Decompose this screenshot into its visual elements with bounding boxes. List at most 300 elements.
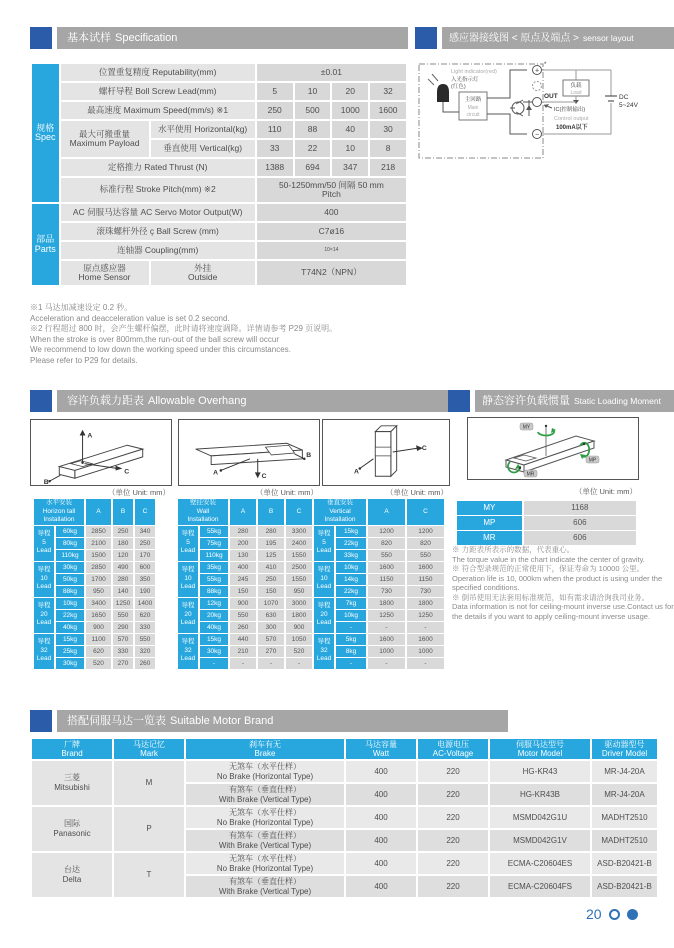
header-row bbox=[178, 499, 312, 525]
my-label: MY bbox=[522, 424, 531, 431]
dc-label: DC bbox=[619, 94, 629, 101]
value-cell: 150 bbox=[230, 586, 256, 597]
lead-line: 导程 bbox=[37, 602, 51, 610]
brake-zh: 无煞车（水平仕样） bbox=[229, 808, 301, 817]
value-cell: 200 bbox=[230, 538, 256, 549]
brand-cell bbox=[32, 761, 112, 805]
brake-zh: 无煞车（水平仕样） bbox=[229, 854, 301, 863]
header-line: AC-Voltage bbox=[432, 749, 474, 758]
value-cell: 1600 bbox=[407, 562, 444, 573]
row-value: 400 bbox=[257, 204, 406, 221]
lead-line: 导程 bbox=[37, 530, 51, 538]
data-row bbox=[178, 598, 312, 609]
row-label-home-sensor: 原点感应器 Home Sensor bbox=[61, 261, 149, 285]
data-row bbox=[178, 646, 312, 657]
section-header-sensor-layout bbox=[415, 27, 674, 49]
section-title bbox=[57, 390, 450, 412]
value-cell: 290 bbox=[113, 622, 133, 633]
value-cell: 270 bbox=[258, 646, 284, 657]
header-line: 壁挂安装 bbox=[190, 499, 216, 506]
motor-brand-table bbox=[30, 737, 659, 899]
brake-cell bbox=[186, 761, 344, 782]
column-header: B bbox=[258, 499, 284, 525]
axis-a-label: A bbox=[353, 468, 359, 476]
row-sublabel: 外挂 Outside bbox=[151, 261, 255, 285]
page-dot-outline-icon bbox=[609, 909, 620, 920]
row-sublabel: 垂直使用 Vertical(kg) bbox=[151, 140, 255, 157]
overhang-diagram-wall bbox=[178, 419, 320, 486]
driver-model-cell: ASD-B20421-B bbox=[592, 876, 657, 897]
weight-cell: 10kg bbox=[336, 610, 366, 621]
brand-zh: 国际 bbox=[64, 819, 80, 828]
value-cell: 820 bbox=[368, 538, 405, 549]
note-line: ※2 行程超过 800 时，会产生螺杆偏摆，此时请将速度调降。详情请参考 P29 页说明。 bbox=[30, 324, 338, 333]
row-value: C7ø16 bbox=[257, 223, 406, 240]
note-line: Operation life is 10, 000km when the product is using under the specified conditions. bbox=[452, 573, 663, 592]
row-value: 8 bbox=[370, 140, 406, 157]
section-marker bbox=[30, 710, 52, 732]
value-cell: 1000 bbox=[368, 646, 405, 657]
section-title bbox=[475, 390, 674, 412]
overhang-table-vertical bbox=[312, 498, 446, 670]
section-title bbox=[57, 27, 408, 49]
watt-cell: 400 bbox=[346, 784, 416, 805]
lead-cell bbox=[34, 562, 54, 597]
main-circuit-en1: Main bbox=[467, 105, 479, 111]
value-cell: 600 bbox=[135, 562, 155, 573]
row-value: 218 bbox=[370, 159, 406, 176]
lead-line: 5 bbox=[186, 538, 190, 546]
data-row bbox=[314, 526, 444, 537]
weight-cell: 15kg bbox=[56, 634, 84, 645]
value-cell: 1200 bbox=[368, 526, 405, 537]
motor-model-cell: ECMA-C20604ES bbox=[490, 853, 590, 874]
value-cell: 570 bbox=[258, 634, 284, 645]
weight-cell: 25kg bbox=[56, 646, 84, 657]
lead-line: 20 bbox=[40, 610, 48, 618]
unit-label: （单位 Unit: mm） bbox=[107, 488, 170, 497]
lead-cell bbox=[34, 526, 54, 561]
note-line: Acceleration and deacceleration value is set 0.2 second. bbox=[30, 313, 230, 323]
overhang-table bbox=[312, 498, 446, 670]
brake-zh: 有煞车（垂直仕样） bbox=[229, 831, 301, 840]
brake-en: With Brake (Vertical Type) bbox=[218, 794, 312, 804]
lead-line: Lead bbox=[316, 655, 332, 663]
driver-model-cell: MR-J4-20A bbox=[592, 761, 657, 782]
value-cell: 550 bbox=[368, 550, 405, 561]
weight-cell: 110kg bbox=[56, 550, 84, 561]
brake-cell bbox=[186, 784, 344, 805]
value-cell: 630 bbox=[258, 610, 284, 621]
data-row bbox=[32, 853, 657, 874]
value-cell: 730 bbox=[368, 586, 405, 597]
value-cell: 1550 bbox=[286, 574, 312, 585]
weight-cell: 22kg bbox=[56, 610, 84, 621]
value-cell: - bbox=[368, 658, 405, 669]
note-line: ※ 倒吊使用无法套用标准规范，如有需求请洽询我司业务。 bbox=[452, 592, 650, 602]
lead-line: Lead bbox=[316, 619, 332, 627]
value-cell: 730 bbox=[407, 586, 444, 597]
value-cell: 900 bbox=[286, 622, 312, 633]
data-row bbox=[32, 761, 657, 782]
value-cell: 170 bbox=[135, 550, 155, 561]
weight-cell: 80kg bbox=[56, 538, 84, 549]
weight-cell: 75kg bbox=[200, 538, 228, 549]
value-cell: 245 bbox=[230, 574, 256, 585]
column-header: A bbox=[86, 499, 111, 525]
weight-cell: 10kg bbox=[56, 598, 84, 609]
sensor-wiring-diagram bbox=[415, 56, 674, 178]
value-cell: 340 bbox=[135, 526, 155, 537]
value-cell: 410 bbox=[258, 562, 284, 573]
row-value: 30 bbox=[370, 121, 406, 138]
page-number: 20 bbox=[586, 906, 602, 922]
lead-cell bbox=[34, 598, 54, 633]
header-row bbox=[34, 499, 155, 525]
row-value: 10 bbox=[295, 83, 331, 100]
lead-cell bbox=[314, 598, 334, 633]
light-indicator-label-en: Light indicator(red) bbox=[451, 69, 497, 75]
section-marker bbox=[30, 390, 52, 412]
driver-model-cell: MADHT2510 bbox=[592, 807, 657, 828]
section-header-motor-brand bbox=[30, 710, 508, 732]
lead-line: Lead bbox=[316, 583, 332, 591]
install-header bbox=[34, 499, 84, 525]
header-line: Wall bbox=[196, 507, 210, 515]
value-cell: 3000 bbox=[286, 598, 312, 609]
static-moment-table bbox=[455, 500, 638, 546]
weight-cell: 20kg bbox=[200, 610, 228, 621]
value-cell: 1150 bbox=[368, 574, 405, 585]
axis-b-label: B bbox=[306, 451, 312, 459]
value-cell: 1070 bbox=[258, 598, 284, 609]
column-header bbox=[490, 739, 590, 759]
driver-model-cell: MADHT2510 bbox=[592, 830, 657, 851]
out-label: OUT bbox=[544, 93, 558, 100]
value-cell: 1400 bbox=[135, 598, 155, 609]
weight-cell: 15kg bbox=[336, 526, 366, 537]
lead-line: Lead bbox=[36, 655, 52, 663]
lead-line: 导程 bbox=[37, 566, 51, 574]
value-cell: 1250 bbox=[113, 598, 133, 609]
value-cell: - bbox=[258, 658, 284, 669]
lead-line: 32 bbox=[320, 646, 328, 654]
data-row bbox=[314, 562, 444, 573]
note-line: Data information is not for ceiling-mount inverse use.Contact us for the details if you want to apply ceiling-mount inverse usage. bbox=[452, 602, 674, 621]
value-cell: 570 bbox=[113, 634, 133, 645]
watt-cell: 400 bbox=[346, 807, 416, 828]
page-dot-filled-icon bbox=[627, 909, 638, 920]
value-cell: 1500 bbox=[86, 550, 111, 561]
value-cell: 300 bbox=[258, 622, 284, 633]
mp-label: MP bbox=[588, 457, 597, 464]
value-cell: 2850 bbox=[86, 562, 111, 573]
value-cell: 520 bbox=[86, 658, 111, 669]
value-cell: 330 bbox=[113, 646, 133, 657]
value-cell: 250 bbox=[258, 574, 284, 585]
brake-en: With Brake (Vertical Type) bbox=[218, 886, 312, 896]
lead-cell bbox=[314, 526, 334, 561]
row-value: 10 bbox=[332, 140, 368, 157]
value-cell: 270 bbox=[113, 658, 133, 669]
lead-line: 10 bbox=[320, 574, 328, 582]
value-cell: 900 bbox=[230, 598, 256, 609]
lead-line: 导程 bbox=[181, 602, 195, 610]
section-title-zh: 容许负载力距表 bbox=[67, 395, 144, 407]
axis-c-label: C bbox=[421, 445, 427, 453]
main-circuit-zh: 主回路 bbox=[464, 97, 482, 103]
row-label: 最高速度 Maximum Speed(mm/s) ※1 bbox=[61, 102, 255, 119]
section-title-en: Suitable Motor Brand bbox=[170, 715, 274, 727]
row-value: 40 bbox=[332, 121, 368, 138]
spec-footnotes bbox=[30, 303, 337, 366]
watt-cell: 400 bbox=[346, 761, 416, 782]
column-header: B bbox=[113, 499, 133, 525]
value-cell: 280 bbox=[113, 574, 133, 585]
brand-cell bbox=[32, 807, 112, 851]
row-value: 1000 bbox=[332, 102, 368, 119]
column-header bbox=[592, 739, 657, 759]
lead-line: Lead bbox=[316, 547, 332, 555]
overhang-table-horizontal bbox=[32, 498, 157, 670]
value-cell: 490 bbox=[113, 562, 133, 573]
data-row bbox=[178, 610, 312, 621]
data-row bbox=[178, 658, 312, 669]
row-value: 32 bbox=[370, 83, 406, 100]
value-cell: 550 bbox=[135, 634, 155, 645]
row-label: 位置重复精度 Reputability(mm) bbox=[61, 64, 255, 81]
motor-model-cell: HG-KR43B bbox=[490, 784, 590, 805]
section-title-en: sensor layout bbox=[583, 33, 634, 43]
weight-cell: 22kg bbox=[336, 586, 366, 597]
weight-cell: - bbox=[200, 658, 228, 669]
header-line: Installation bbox=[187, 516, 219, 523]
column-header bbox=[418, 739, 488, 759]
value-cell: 2850 bbox=[86, 526, 111, 537]
lead-line: 导程 bbox=[317, 602, 331, 610]
svg-text:−: − bbox=[534, 131, 540, 139]
section-marker bbox=[30, 27, 52, 49]
overhang-diagram-vertical bbox=[322, 419, 450, 486]
weight-cell: 50kg bbox=[56, 574, 84, 585]
weight-cell: 55kg bbox=[200, 526, 228, 537]
lead-line: Lead bbox=[36, 547, 52, 555]
main-circuit-en2: circuit bbox=[466, 112, 480, 118]
lead-line: Lead bbox=[180, 583, 196, 591]
value-cell: 2100 bbox=[86, 538, 111, 549]
row-label: 连轴器 Coupling(mm) bbox=[61, 242, 255, 259]
value-cell: 1700 bbox=[86, 574, 111, 585]
brand-zh: 三菱 bbox=[64, 773, 80, 782]
weight-cell: 33kg bbox=[336, 550, 366, 561]
motor-model-cell: HG-KR43 bbox=[490, 761, 590, 782]
voltage-cell: 220 bbox=[418, 761, 488, 782]
data-row bbox=[314, 634, 444, 645]
value-cell: 1200 bbox=[407, 526, 444, 537]
terminal-unused bbox=[533, 82, 542, 91]
voltage-cell: 220 bbox=[418, 876, 488, 897]
lead-cell bbox=[178, 562, 198, 597]
row-value: 10×14 bbox=[257, 242, 406, 259]
moment-label: MP bbox=[457, 516, 522, 530]
note-line: ※ 符合型录规范的正常使用下，保证寿命为 10000 公里。 bbox=[452, 564, 645, 573]
value-cell: 1000 bbox=[407, 646, 444, 657]
data-row bbox=[314, 598, 444, 609]
unit-label: （单位 Unit: mm） bbox=[385, 488, 448, 497]
value-cell: 1650 bbox=[86, 610, 111, 621]
row-label: 螺杆导程 Boll Screw Lead(mm) bbox=[61, 83, 255, 100]
overhang-table bbox=[32, 498, 157, 670]
column-header: A bbox=[230, 499, 256, 525]
static-moment-notes bbox=[452, 545, 674, 621]
lead-line: 20 bbox=[184, 610, 192, 618]
column-header: C bbox=[286, 499, 312, 525]
brand-zh: 台达 bbox=[64, 865, 80, 874]
watt-cell: 400 bbox=[346, 853, 416, 874]
lead-line: 10 bbox=[184, 574, 192, 582]
motor-model-cell: MSMD042G1U bbox=[490, 807, 590, 828]
ic-label: IC(控制输出) bbox=[554, 107, 586, 113]
voltage-cell: 220 bbox=[418, 784, 488, 805]
data-row bbox=[178, 574, 312, 585]
lead-line: Lead bbox=[36, 583, 52, 591]
weight-cell: 7kg bbox=[336, 598, 366, 609]
overhang-table bbox=[176, 498, 314, 670]
weight-cell: 35kg bbox=[200, 562, 228, 573]
section-header-static-moment bbox=[448, 390, 674, 412]
value-cell: 1800 bbox=[407, 598, 444, 609]
value-cell: 1250 bbox=[368, 610, 405, 621]
driver-model-cell: ASD-B20421-B bbox=[592, 853, 657, 874]
row-value: 20 bbox=[332, 83, 368, 100]
lead-cell bbox=[34, 634, 54, 669]
data-row bbox=[178, 586, 312, 597]
row-value: 500 bbox=[295, 102, 331, 119]
moment-value: 1168 bbox=[524, 501, 636, 515]
data-row bbox=[34, 598, 155, 609]
lead-cell bbox=[178, 598, 198, 633]
value-cell: 1150 bbox=[407, 574, 444, 585]
data-row bbox=[34, 526, 155, 537]
note-line: When the stroke is over 800mm,the run-out of the ball screw will occur bbox=[30, 334, 279, 344]
column-header bbox=[186, 739, 344, 759]
value-cell: 320 bbox=[135, 646, 155, 657]
value-cell: 330 bbox=[135, 622, 155, 633]
lead-line: 导程 bbox=[317, 638, 331, 646]
weight-cell: 10kg bbox=[336, 562, 366, 573]
data-row bbox=[178, 550, 312, 561]
lead-line: 导程 bbox=[37, 638, 51, 646]
terminal-out bbox=[533, 98, 542, 107]
section-marker bbox=[448, 390, 470, 412]
current-limit-label: 100mA以下 bbox=[556, 125, 588, 131]
weight-cell: 15kg bbox=[200, 634, 228, 645]
data-row bbox=[178, 526, 312, 537]
section-header-specification bbox=[30, 27, 408, 49]
header-row bbox=[32, 739, 657, 759]
note-line: ※1 马达加减速设定 0.2 秒。 bbox=[30, 303, 133, 312]
value-cell: - bbox=[368, 622, 405, 633]
control-output-label: Control output bbox=[554, 116, 589, 122]
lead-line: 5 bbox=[42, 538, 46, 546]
svg-text:+: + bbox=[534, 67, 540, 75]
data-row bbox=[178, 622, 312, 633]
brake-cell bbox=[186, 807, 344, 828]
value-cell: 2500 bbox=[286, 562, 312, 573]
header-line: 水平安装 bbox=[46, 499, 72, 506]
value-cell: 950 bbox=[286, 586, 312, 597]
value-cell: 440 bbox=[230, 634, 256, 645]
lead-line: 32 bbox=[184, 646, 192, 654]
value-cell: 260 bbox=[230, 622, 256, 633]
value-cell: 350 bbox=[135, 574, 155, 585]
value-cell: 1800 bbox=[368, 598, 405, 609]
value-cell: 1800 bbox=[286, 610, 312, 621]
row-value: 694 bbox=[295, 159, 331, 176]
brake-en: With Brake (Vertical Type) bbox=[218, 840, 312, 850]
column-header: C bbox=[407, 499, 444, 525]
value-cell: 1600 bbox=[368, 562, 405, 573]
mark-cell: T bbox=[114, 853, 184, 897]
lead-line: Lead bbox=[180, 655, 196, 663]
data-row bbox=[32, 807, 657, 828]
overhang-table-wall bbox=[176, 498, 314, 670]
axis-c-label: C bbox=[124, 468, 130, 476]
row-value: 1600 bbox=[370, 102, 406, 119]
value-cell: 280 bbox=[258, 526, 284, 537]
weight-cell: 40kg bbox=[56, 622, 84, 633]
data-row bbox=[178, 634, 312, 645]
lead-line: 导程 bbox=[317, 530, 331, 538]
value-cell: 820 bbox=[407, 538, 444, 549]
value-cell: 400 bbox=[230, 562, 256, 573]
value-cell: 620 bbox=[135, 610, 155, 621]
header-line: 厂牌 bbox=[64, 739, 80, 749]
weight-cell: 110kg bbox=[200, 550, 228, 561]
mark-cell: M bbox=[114, 761, 184, 805]
section-title-en: Allowable Overhang bbox=[148, 395, 247, 407]
value-cell: - bbox=[230, 658, 256, 669]
weight-cell: - bbox=[336, 622, 366, 633]
brand-cell bbox=[32, 853, 112, 897]
data-row bbox=[178, 562, 312, 573]
lead-line: 20 bbox=[320, 610, 328, 618]
value-cell: 125 bbox=[258, 550, 284, 561]
weight-cell: 60kg bbox=[56, 526, 84, 537]
lead-cell bbox=[178, 526, 198, 561]
lead-line: 导程 bbox=[181, 566, 195, 574]
lead-line: Lead bbox=[36, 619, 52, 627]
weight-cell: 5kg bbox=[336, 634, 366, 645]
lead-cell bbox=[314, 562, 334, 597]
data-row bbox=[34, 562, 155, 573]
value-cell: 250 bbox=[135, 538, 155, 549]
row-value: 5 bbox=[257, 83, 293, 100]
value-cell: 260 bbox=[135, 658, 155, 669]
column-header: A bbox=[368, 499, 405, 525]
value-cell: 1550 bbox=[286, 550, 312, 561]
axis-a-label: A bbox=[87, 432, 93, 440]
mark-cell: P bbox=[114, 807, 184, 851]
brake-cell bbox=[186, 830, 344, 851]
axis-c-label: C bbox=[261, 473, 267, 481]
value-cell: 280 bbox=[230, 526, 256, 537]
brake-en: No Brake (Horizontal Type) bbox=[216, 863, 314, 873]
header-line: Installation bbox=[43, 516, 75, 523]
header-line: Driver Model bbox=[601, 749, 648, 758]
weight-cell: 14kg bbox=[336, 574, 366, 585]
brake-en: No Brake (Horizontal Type) bbox=[216, 817, 314, 827]
